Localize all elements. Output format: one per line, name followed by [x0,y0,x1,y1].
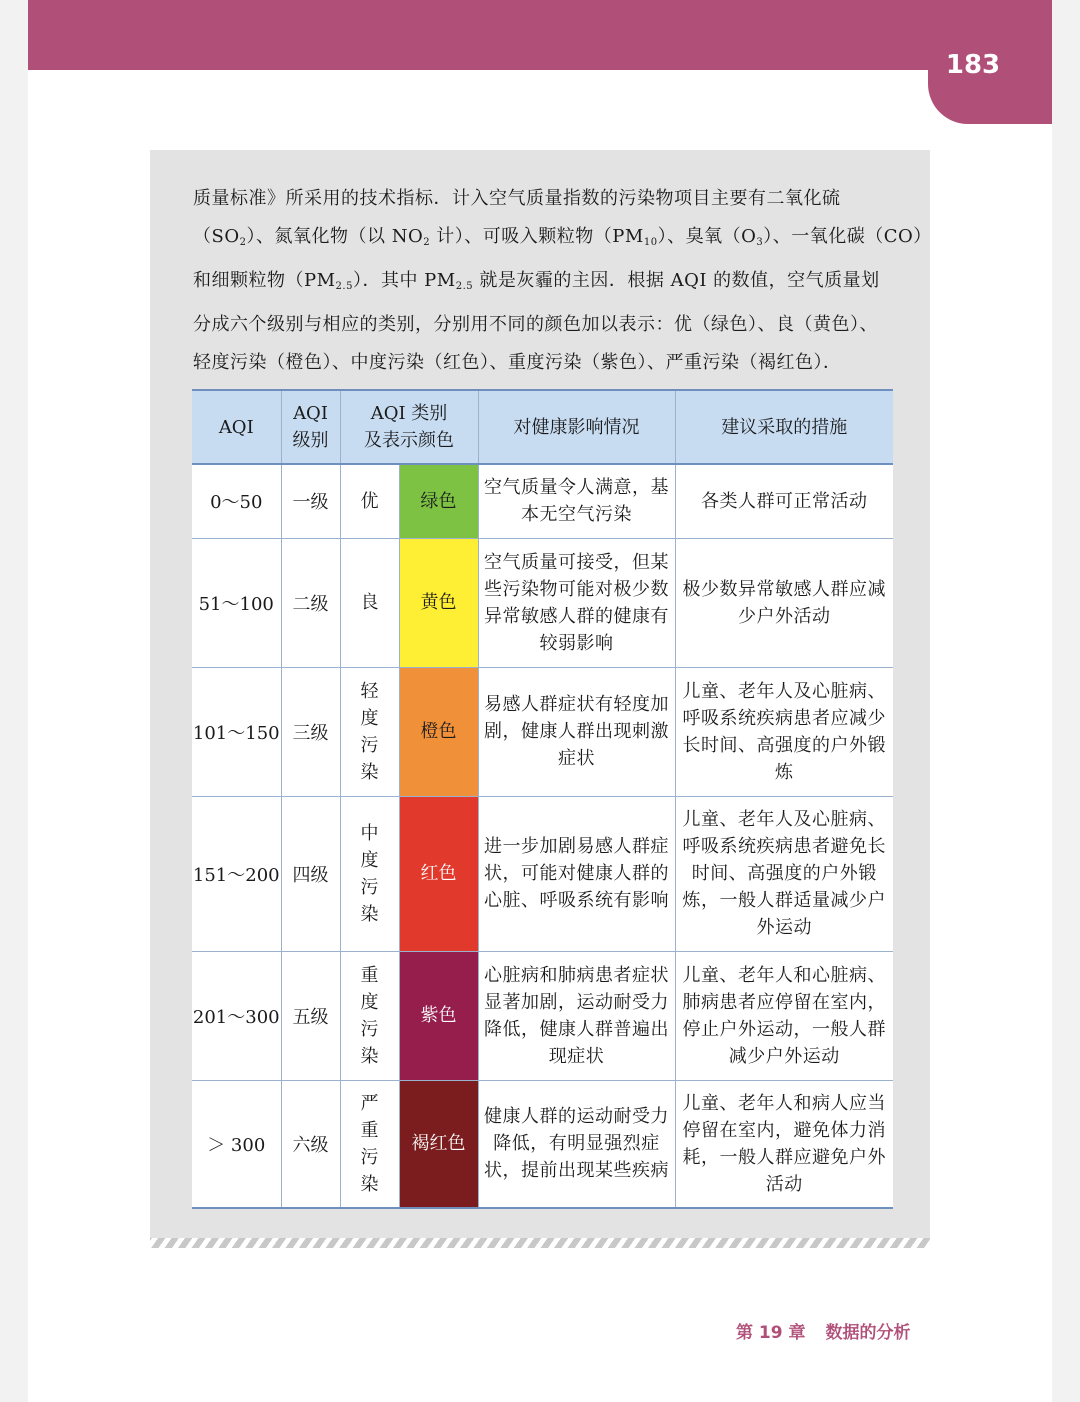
aqi-range: 101～150 [192,667,281,796]
color-swatch: 紫色 [399,951,478,1080]
paragraph-line: 和细颗粒物$(PM_{2.5})$．其中 $PM_{2.5}$ 就是灰霾的主因．根据 AQI 的数值，空气质量划 [193,270,880,292]
chapter-number: 第 19 章 [736,1323,806,1343]
header-aqi: AQI [192,390,281,464]
aqi-range: 151～200 [192,796,281,951]
table-row [192,951,893,1080]
health-effect: 进一步加剧易感人群症状，可能对健康人群的心脏、呼吸系统有影响 [478,796,675,951]
aqi-level: 三级 [281,667,340,796]
table-row [192,1080,893,1208]
aqi-category: 重度污染 [340,951,399,1080]
health-effect: 心脏病和肺病患者症状显著加剧，运动耐受力降低，健康人群普遍出现症状 [478,951,675,1080]
header-band [28,0,1052,70]
paragraph-line: 分成六个级别与相应的类别，分别用不同的颜色加以表示：优（绿色）、良（黄色）、 [193,314,878,335]
health-effect: 健康人群的运动耐受力降低，有明显强烈症状，提前出现某些疾病 [478,1080,675,1208]
chapter-title: 数据的分析 [825,1323,911,1343]
aqi-category: 轻度污染 [340,667,399,796]
color-swatch: 红色 [399,796,478,951]
box-hatch-border [150,1238,930,1248]
aqi-level: 一级 [281,464,340,538]
color-swatch: 橙色 [399,667,478,796]
aqi-category: 严重污染 [340,1080,399,1208]
aqi-category: 中度污染 [340,796,399,951]
aqi-level: 五级 [281,951,340,1080]
aqi-range: 201～300 [192,951,281,1080]
table-header-row [192,390,893,464]
health-effect: 空气质量令人满意，基本无空气污染 [478,464,675,538]
page-number: 183 [945,50,1001,80]
color-swatch: 黄色 [399,538,478,667]
suggested-measures: 极少数异常敏感人群应减少户外活动 [675,538,893,667]
header-category: AQI 类别 及表示颜色 [340,390,478,464]
health-effect: 空气质量可接受，但某些污染物可能对极少数异常敏感人群的健康有较弱影响 [478,538,675,667]
table-row [192,464,893,538]
table-row [192,796,893,951]
color-swatch: 绿色 [399,464,478,538]
aqi-category: 优 [340,464,399,538]
suggested-measures: 儿童、老年人及心脏病、呼吸系统疾病患者避免长时间、高强度的户外锻炼，一般人群适量减少户外运动 [675,796,893,951]
header-health: 对健康影响情况 [478,390,675,464]
suggested-measures: 儿童、老年人和心脏病、肺病患者应停留在室内，停止户外运动，一般人群减少户外运动 [675,951,893,1080]
aqi-level: 六级 [281,1080,340,1208]
aqi-table [192,389,893,1209]
aqi-range: 51～100 [192,538,281,667]
aqi-range: 0～50 [192,464,281,538]
page-footer [736,1318,911,1343]
table-row [192,538,893,667]
paragraph-line: 质量标准》所采用的技术指标．计入空气质量指数的污染物项目主要有二氧化硫 [193,188,841,209]
header-measures: 建议采取的措施 [675,390,893,464]
suggested-measures: 儿童、老年人及心脏病、呼吸系统疾病患者应减少长时间、高强度的户外锻炼 [675,667,893,796]
aqi-category: 良 [340,538,399,667]
suggested-measures: 各类人群可正常活动 [675,464,893,538]
color-swatch: 褐红色 [399,1080,478,1208]
aqi-level: 四级 [281,796,340,951]
suggested-measures: 儿童、老年人和病人应当停留在室内，避免体力消耗，一般人群应避免户外活动 [675,1080,893,1208]
paragraph-line: 轻度污染（橙色）、中度污染（红色）、重度污染（紫色）、严重污染（褐红色）． [193,352,842,373]
paragraph-line: $(SO_2)$、氮氧化物（以 $NO_2$ 计）、可吸入颗粒物$(PM_{10})$、臭氧$(O_3)$、一氧化碳（CO） [193,226,932,248]
header-level: AQI 级别 [281,390,340,464]
health-effect: 易感人群症状有轻度加剧，健康人群出现刺激症状 [478,667,675,796]
aqi-level: 二级 [281,538,340,667]
intro-paragraph [193,180,932,382]
table-row [192,667,893,796]
aqi-range: ＞ 300 [192,1080,281,1208]
